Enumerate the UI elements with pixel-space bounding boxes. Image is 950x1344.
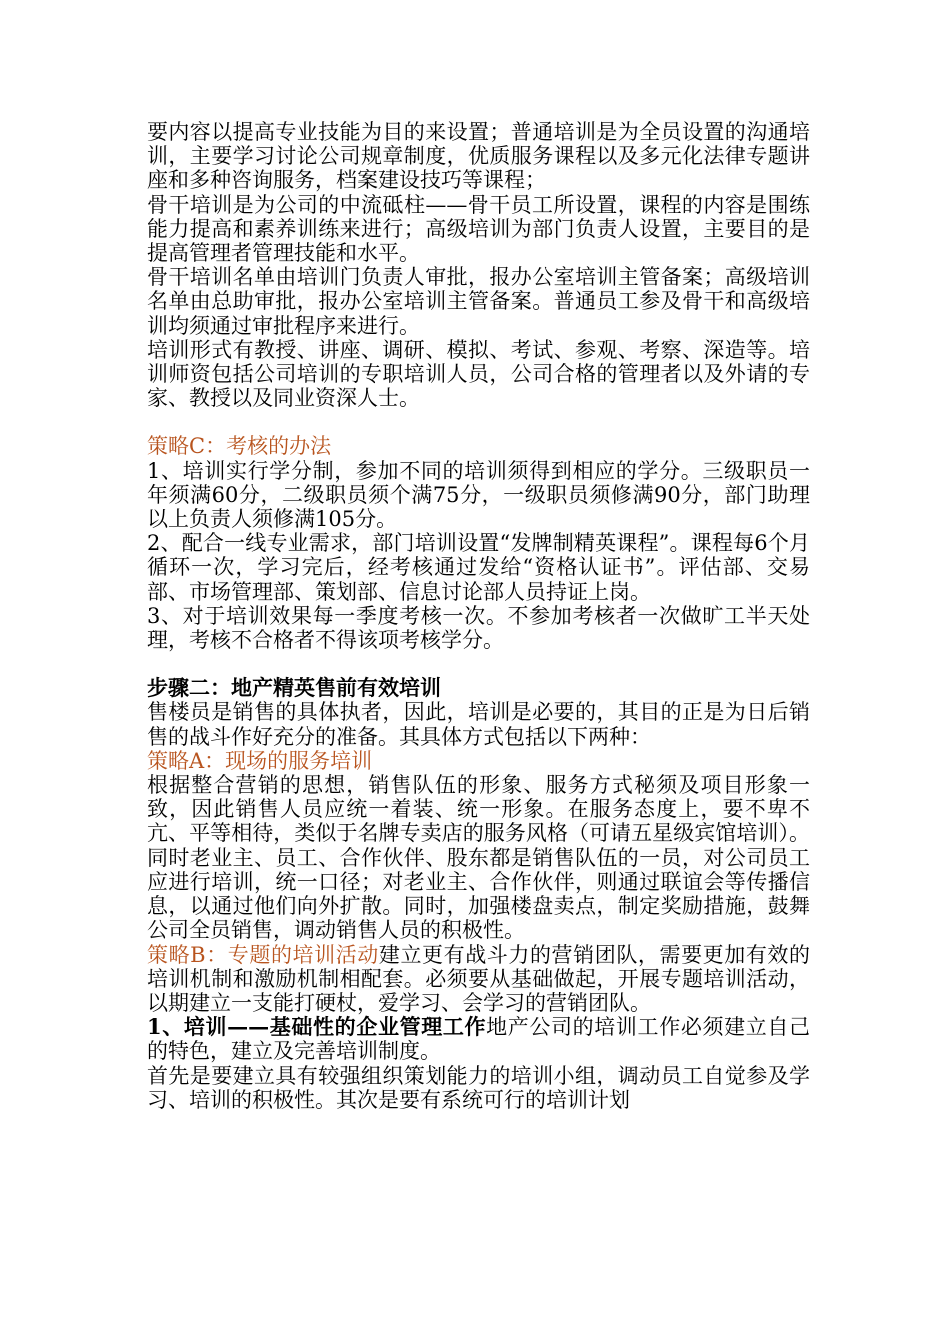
spacer bbox=[147, 410, 810, 434]
paragraph-backbone-training: 骨干培训是为公司的中流砥柱——骨干员工所设置，课程的内容是围练能力提高和素养训练来进行；高级培训为部门负责人设置，主要目的是提高管理者管理技能和水平。 bbox=[147, 192, 810, 266]
step-two-intro: 售楼员是销售的具体执者，因此，培训是必要的，其目的正是为日后销售的战斗作好充分的准备。其具体方式包括以下两种： bbox=[147, 700, 810, 749]
strategy-b-body: 建立更有战斗力的营销团队，需要更加有效的培训机制和激励机制相配套。必须要从基础做起，开展专题培训活动，以期建立一支能打硬杖，爱学习、会学习的营销团队。 bbox=[147, 942, 810, 1015]
strategy-c-item-2: 2、配合一线专业需求，部门培训设置“发牌制精英课程”。课程每6个月循环一次，学习完后，经考核通过发给“资格认证书”。评估部、交易部、市场管理部、策划部、信息讨论部人员持证上岗。 bbox=[147, 531, 810, 604]
strategy-a-body: 根据整合营销的思想，销售队伍的形象、服务方式秘须及项目形象一致，因此销售人员应统一着装、统一形象。在服务态度上，要不卑不亢、平等相待，类似于名牌专卖店的服务风格（可请五星级宾馆培训）。同时老业主、员工、合作伙伴、股东都是销售队伍的一员，对公司员工应进行培训，统一口径；对老业主、合作伙伴，则通过联谊会等传播信息，以通过他们向外扩散。同时，加强楼盘卖点，制定奖励措施，鼓舞公司全员销售，调动销售人员的积极性。 bbox=[147, 773, 810, 943]
step-two-heading: 步骤二：地产精英售前有效培训 bbox=[147, 675, 441, 701]
spacer bbox=[147, 652, 810, 676]
paragraph-approval: 骨干培训名单由培训门负责人审批，报办公室培训主管备案；高级培训名单由总助审批，报办公室培训主管备案。普通员工参及骨干和高级培训均须通过审批程序来进行。 bbox=[147, 265, 810, 338]
document-page bbox=[147, 120, 810, 1112]
paragraph-training-types: 要内容以提高专业技能为目的来设置；普通培训是为全员设置的沟通培训，主要学习讨论公司规章制度，优质服务课程以及多元化法律专题讲座和多种咨询服务，档案建设技巧等课程； bbox=[147, 120, 810, 193]
strategy-c-item-3: 3、对于培训效果每一季度考核一次。不参加考核者一次做旷工半天处理，考核不合格者不得该项考核学分。 bbox=[147, 603, 810, 653]
strategy-c-item-1: 1、培训实行学分制，参加不同的培训须得到相应的学分。三级职员一年须满60分，二级职员须个满75分，一级职员须修满90分，部门助理以上负责人须修满105分。 bbox=[147, 458, 810, 532]
item-1-paragraph bbox=[147, 1015, 810, 1063]
strategy-a-heading: 策略A：现场的服务培训 bbox=[147, 748, 373, 773]
strategy-c-heading: 策略C：考核的办法 bbox=[147, 434, 332, 459]
strategy-b-paragraph bbox=[147, 943, 810, 1016]
paragraph-training-forms: 培训形式有教授、讲座、调研、模拟、考试、参观、考察、深造等。培训师资包括公司培训的专职培训人员，公司合格的管理者以及外请的专家、教授以及同业资深人士。 bbox=[147, 337, 810, 411]
item-1-body: 地产公司的培训工作必须建立自己的特色，建立及完善培训制度。 bbox=[147, 1015, 810, 1064]
paragraph-training-group: 首先是要建立具有较强组织策划能力的培训小组，调动员工自觉参及学习、培训的积极性。其次是要有系统可行的培训计划 bbox=[147, 1063, 810, 1112]
strategy-b-heading: 策略B：专题的培训活动 bbox=[147, 942, 379, 967]
item-1-heading: 1、培训——基础性的企业管理工作 bbox=[147, 1014, 487, 1040]
